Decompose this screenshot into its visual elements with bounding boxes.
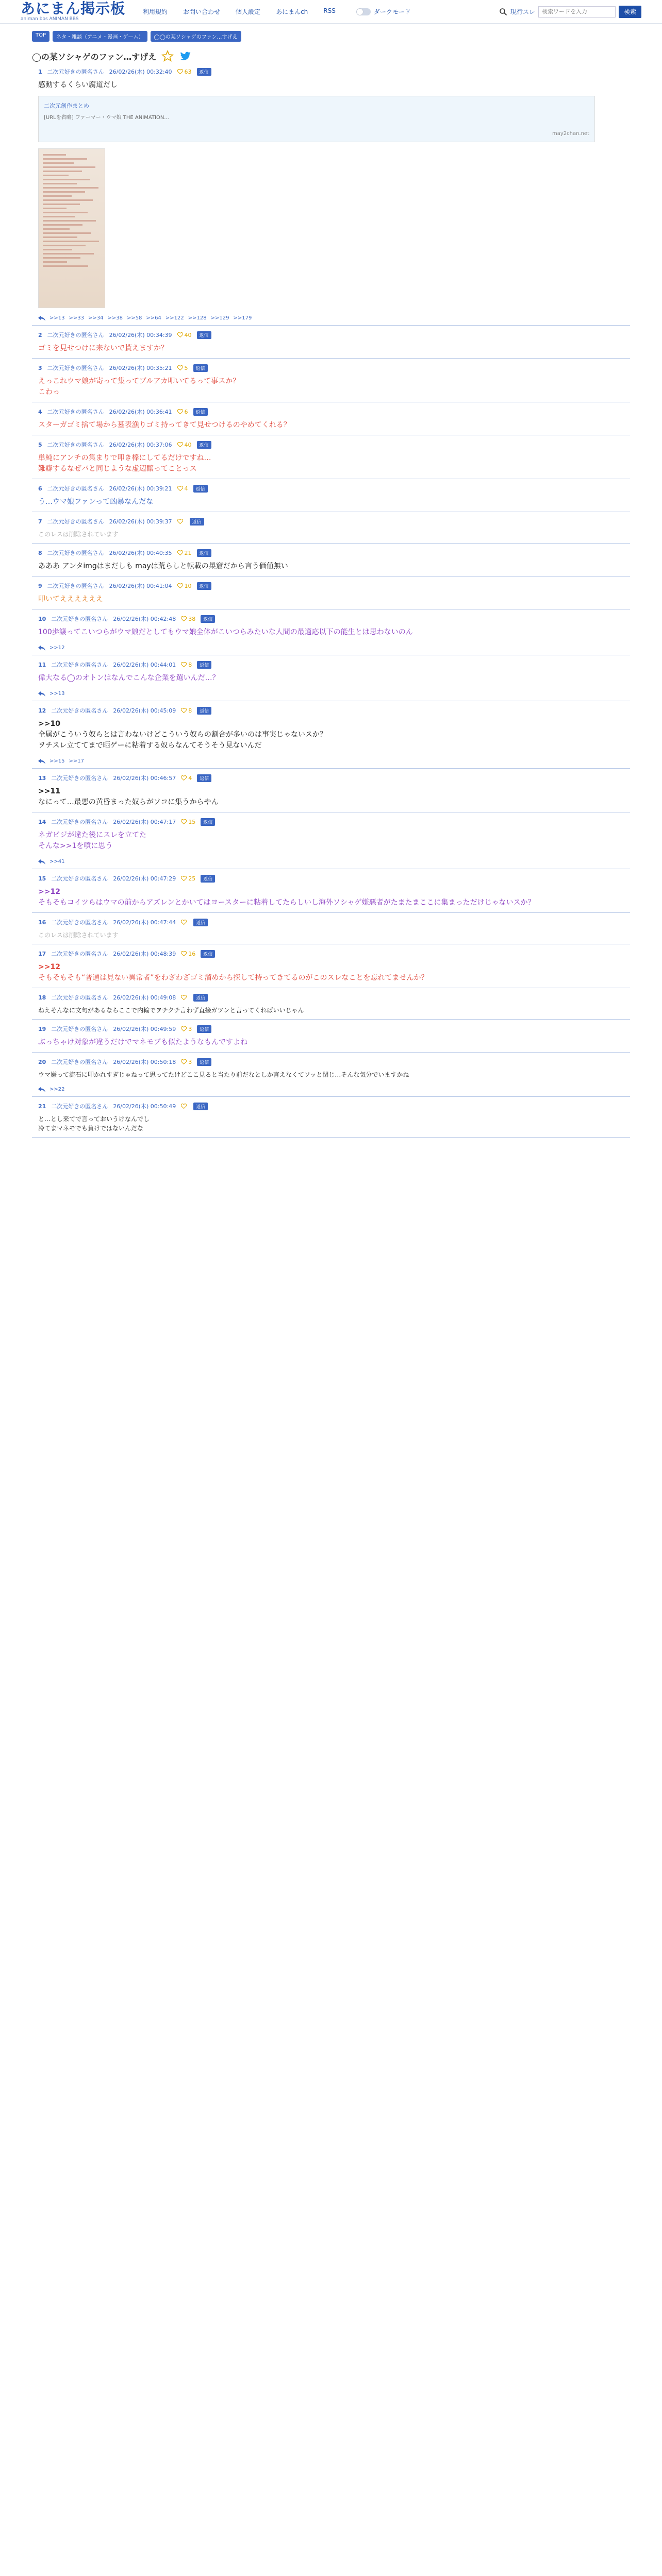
- post-item: [32, 913, 630, 944]
- reply-button[interactable]: 返信: [197, 441, 211, 449]
- post-text: なにって…最悪の黄昏まった奴らがソコに集うからやん: [38, 798, 219, 806]
- like-button[interactable]: [181, 995, 188, 1000]
- post-header: [38, 1102, 630, 1110]
- post-header: [38, 517, 630, 526]
- reply-button[interactable]: 返信: [193, 364, 208, 372]
- post-header: [38, 408, 630, 416]
- reply-arrow-icon: [38, 691, 45, 697]
- post-timestamp: 26/02/26(木) 00:35:21: [109, 365, 172, 371]
- post-number[interactable]: 21: [38, 1103, 46, 1110]
- reply-link[interactable]: >>128: [188, 315, 207, 321]
- post-timestamp: 26/02/26(木) 00:47:17: [113, 819, 176, 825]
- reply-link[interactable]: >>41: [49, 859, 65, 865]
- post-header: [38, 818, 630, 826]
- post-timestamp: 26/02/26(木) 00:36:41: [109, 409, 172, 415]
- post-body: [38, 1037, 630, 1048]
- like-count: 63: [184, 68, 192, 75]
- post-header: [38, 549, 630, 557]
- like-count: 15: [188, 818, 196, 825]
- post-body: [38, 673, 630, 684]
- post-header: [38, 1025, 630, 1033]
- post-number[interactable]: 13: [38, 774, 46, 782]
- poster-name: 二次元好きの匿名さん: [47, 485, 104, 492]
- post-item: [32, 1053, 630, 1097]
- post-item: [32, 435, 630, 479]
- nav-animanch[interactable]: あにまんch: [276, 8, 308, 15]
- reply-link[interactable]: >>38: [107, 315, 123, 321]
- search-scope-select[interactable]: 現行スレ: [510, 8, 535, 15]
- heart-icon: [181, 775, 187, 781]
- reply-button[interactable]: 返信: [197, 331, 211, 339]
- poster-name: 二次元好きの匿名さん: [47, 365, 104, 371]
- reply-links: [38, 758, 630, 764]
- attached-image-thumbnail[interactable]: [38, 148, 105, 308]
- poster-name: 二次元好きの匿名さん: [47, 69, 104, 75]
- reply-link[interactable]: >>15: [49, 758, 65, 764]
- heart-icon: [181, 662, 187, 667]
- like-count: 6: [184, 408, 188, 415]
- post-header: [38, 774, 630, 782]
- thread-container: [0, 50, 662, 1138]
- post-number[interactable]: 14: [38, 818, 46, 825]
- like-button[interactable]: [177, 485, 188, 492]
- search-button[interactable]: 検索: [619, 6, 641, 18]
- post-number[interactable]: 17: [38, 950, 46, 957]
- post-body: [38, 530, 630, 539]
- post-number[interactable]: 18: [38, 994, 46, 1001]
- heart-icon: [177, 442, 183, 447]
- post-header: [38, 950, 630, 958]
- post-item: [32, 609, 630, 655]
- heart-icon: [177, 332, 183, 337]
- poster-name: 二次元好きの匿名さん: [51, 994, 108, 1001]
- post-body: [38, 719, 630, 751]
- like-count: 4: [188, 774, 192, 782]
- reply-links: [38, 691, 630, 697]
- poster-name: 二次元好きの匿名さん: [51, 662, 108, 668]
- search-input[interactable]: [538, 6, 616, 18]
- post-body: [38, 1006, 630, 1015]
- breadcrumb: [0, 24, 662, 42]
- reply-button[interactable]: 返信: [193, 1103, 208, 1110]
- reply-button[interactable]: 返信: [197, 1025, 211, 1033]
- heart-icon: [177, 550, 183, 555]
- post-number[interactable]: 3: [38, 364, 42, 371]
- reply-button[interactable]: 返信: [201, 615, 215, 623]
- post-body: [38, 887, 630, 908]
- reply-arrow-icon: [38, 646, 45, 651]
- page-title: ◯の某ソシャゲのファン…すげえ: [32, 52, 157, 62]
- poster-name: 二次元好きの匿名さん: [47, 518, 104, 525]
- post-item: [32, 577, 630, 609]
- reply-anchor-link[interactable]: >>12: [38, 888, 60, 896]
- like-count: 3: [188, 1025, 192, 1032]
- post-number[interactable]: 6: [38, 485, 42, 492]
- post-body: [38, 830, 630, 852]
- like-button[interactable]: [181, 875, 195, 882]
- logo-text: あにまん掲示板: [21, 0, 126, 17]
- reply-link[interactable]: >>22: [49, 1087, 65, 1092]
- post-body: [38, 561, 630, 572]
- heart-icon: [177, 486, 183, 491]
- like-count: 8: [188, 707, 192, 714]
- reply-links: [38, 1087, 630, 1092]
- search-icon: [499, 8, 507, 16]
- post-body: [38, 497, 630, 507]
- like-button[interactable]: [181, 920, 188, 925]
- reply-links: [38, 315, 630, 321]
- post-timestamp: 26/02/26(木) 00:45:09: [113, 707, 176, 714]
- reply-button[interactable]: 返信: [190, 518, 204, 526]
- like-button[interactable]: [177, 365, 188, 371]
- like-button[interactable]: [177, 550, 192, 556]
- post-item: [32, 326, 630, 359]
- post-body: [38, 1114, 630, 1133]
- post-item: [32, 1020, 630, 1053]
- post-timestamp: 26/02/26(木) 00:50:49: [113, 1103, 176, 1110]
- poster-name: 二次元好きの匿名さん: [51, 707, 108, 714]
- reply-link[interactable]: >>58: [126, 315, 142, 321]
- like-button[interactable]: [181, 951, 195, 957]
- like-button[interactable]: [177, 519, 185, 524]
- post-text: あああ アンタimgはまだしも mayは荒らしと転載の巣窟だから言う価値無い: [38, 562, 288, 570]
- post-list: [32, 62, 630, 1138]
- like-count: 4: [184, 485, 188, 492]
- site-logo[interactable]: [21, 2, 125, 22]
- heart-icon: [181, 920, 187, 925]
- poster-name: 二次元好きの匿名さん: [51, 951, 108, 957]
- heart-icon: [181, 1059, 187, 1064]
- heart-icon: [181, 1104, 187, 1109]
- post-number[interactable]: 16: [38, 919, 46, 926]
- post-text: このレスは削除されています: [38, 931, 119, 939]
- reply-button[interactable]: 返信: [193, 919, 208, 926]
- poster-name: 二次元好きの匿名さん: [47, 550, 104, 556]
- post-timestamp: 26/02/26(木) 00:37:06: [109, 442, 172, 448]
- like-button[interactable]: [181, 616, 195, 622]
- post-timestamp: 26/02/26(木) 00:34:39: [109, 332, 172, 338]
- dark-mode-toggle[interactable]: [356, 7, 411, 16]
- reply-anchor-link[interactable]: >>10: [38, 720, 60, 728]
- reply-link[interactable]: >>12: [49, 645, 65, 651]
- breadcrumb-thread[interactable]: ◯◯の某ソシャゲのファン…すげえ: [151, 31, 241, 42]
- like-button[interactable]: [181, 707, 192, 714]
- post-timestamp: 26/02/26(木) 00:48:39: [113, 951, 176, 957]
- twitter-share-icon[interactable]: [179, 50, 191, 62]
- post-timestamp: 26/02/26(木) 00:42:48: [113, 616, 176, 622]
- logo-subtext: animan bbs ANIMAN BBS: [21, 16, 79, 22]
- post-number[interactable]: 5: [38, 441, 42, 448]
- reply-arrow-icon: [38, 759, 45, 764]
- reply-arrow-icon: [38, 859, 45, 865]
- post-timestamp: 26/02/26(木) 00:46:57: [113, 775, 176, 782]
- post-number[interactable]: 19: [38, 1025, 46, 1032]
- heart-icon: [181, 616, 187, 621]
- reply-button[interactable]: 返信: [197, 582, 211, 590]
- like-count: 16: [188, 950, 196, 957]
- heart-icon: [181, 708, 187, 713]
- reply-arrow-icon: [38, 1087, 45, 1092]
- reply-link[interactable]: >>17: [69, 758, 84, 764]
- like-button[interactable]: [181, 1104, 188, 1109]
- like-count: 10: [184, 582, 192, 589]
- heart-icon: [181, 819, 187, 824]
- poster-name: 二次元好きの匿名さん: [47, 583, 104, 589]
- like-button[interactable]: [181, 1059, 192, 1065]
- toggle-switch[interactable]: [356, 8, 371, 15]
- post-item: [32, 359, 630, 402]
- heart-icon: [177, 519, 183, 524]
- heart-icon: [177, 409, 183, 414]
- post-text: そもそもそも“普通は見ない異常者”をわざわざゴミ溜めから探して持ってきてるのがこのスレなことを忘れてませんか？: [38, 974, 428, 982]
- like-button[interactable]: [177, 332, 192, 338]
- post-text: そもそもコイツらはウマの前からアズレンとかいてはヨースターに粘着してたらしいし海外ソシャゲ嫌悪者がたまたまここに集まっただけじゃないスか？: [38, 899, 535, 907]
- post-timestamp: 26/02/26(木) 00:40:35: [109, 550, 172, 556]
- post-text: えっこれウマ娘が寄って集ってブルアカ叩いてるって事スか？ こわっ: [38, 377, 240, 396]
- post-number[interactable]: 4: [38, 408, 42, 415]
- post-header: [38, 874, 630, 883]
- breadcrumb-board[interactable]: ネタ・雑談（アニメ・漫画・ゲーム）: [53, 31, 147, 42]
- reply-button[interactable]: 返信: [193, 485, 208, 493]
- heart-icon: [181, 876, 187, 881]
- like-count: 25: [188, 875, 196, 882]
- post-timestamp: 26/02/26(木) 00:47:29: [113, 875, 176, 882]
- post-header: [38, 67, 630, 76]
- reply-link[interactable]: >>179: [233, 315, 252, 321]
- post-text: スターガゴミ捨て場から墓表漁りゴミ持ってきて見せつけるのやめてくれる？: [38, 421, 291, 429]
- post-item: [32, 944, 630, 988]
- post-body: [38, 627, 630, 638]
- post-number[interactable]: 15: [38, 875, 46, 882]
- heart-icon: [181, 995, 187, 1000]
- post-header: [38, 440, 630, 449]
- like-button[interactable]: [177, 409, 188, 415]
- reply-link[interactable]: >>33: [69, 315, 84, 321]
- poster-name: 二次元好きの匿名さん: [51, 919, 108, 926]
- post-item: [32, 988, 630, 1020]
- like-button[interactable]: [181, 775, 192, 782]
- post-text: と…とし来てで言っておいうけなんでし 冷てまマネモでも負けではないんだな: [38, 1115, 150, 1132]
- post-number[interactable]: 8: [38, 549, 42, 556]
- dark-mode-label: ダークモード: [373, 8, 411, 15]
- like-count: 5: [184, 364, 188, 371]
- post-number[interactable]: 20: [38, 1058, 46, 1065]
- reply-link[interactable]: >>122: [165, 315, 184, 321]
- post-text: 単純にアンチの集まりで叩き棒にしてるだけですね… 難癖するなぜバと同じような虚辺醸ってことっス: [38, 454, 211, 473]
- post-number[interactable]: 1: [38, 68, 42, 75]
- poster-name: 二次元好きの匿名さん: [51, 875, 108, 882]
- like-count: 40: [184, 331, 192, 338]
- post-item: [32, 479, 630, 512]
- reply-button[interactable]: 返信: [201, 950, 215, 958]
- like-button[interactable]: [181, 1026, 192, 1032]
- like-button[interactable]: [181, 819, 195, 825]
- post-body: [38, 80, 630, 91]
- post-number[interactable]: 7: [38, 518, 42, 525]
- reply-anchor-link[interactable]: >>11: [38, 787, 60, 795]
- heart-icon: [177, 583, 183, 588]
- like-count: 3: [188, 1058, 192, 1065]
- reply-link[interactable]: >>129: [210, 315, 229, 321]
- post-text: 100歩譲ってこいつらがウマ娘だとしてもウマ娘全体がこいつらみたいな人間の最適応以下の能生とは思わないのん: [38, 628, 413, 636]
- reply-link[interactable]: >>13: [49, 315, 65, 321]
- reply-button[interactable]: 返信: [201, 875, 215, 883]
- post-header: [38, 615, 630, 623]
- like-count: 21: [184, 549, 192, 556]
- reply-arrow-icon: [38, 316, 45, 321]
- post-text: 感動するくらい腐道だし: [38, 81, 118, 89]
- reply-button[interactable]: 返信: [197, 1058, 211, 1066]
- breadcrumb-top[interactable]: TOP: [32, 31, 49, 42]
- post-header: [38, 918, 630, 926]
- poster-name: 二次元好きの匿名さん: [51, 1026, 108, 1032]
- poster-name: 二次元好きの匿名さん: [51, 819, 108, 825]
- reply-button[interactable]: 返信: [197, 774, 211, 782]
- post-body: [38, 930, 630, 940]
- post-text: ゴミを見せつけに来ないで貰えますか？: [38, 344, 168, 352]
- post-text: 全属がこういう奴らとは言わないけどこういう奴らの割合が多いのは事実じゃないスか？ ヲチスレ立ててまで晒ゲーに粘着する奴らなんてそうそう見ないんだ: [38, 731, 327, 750]
- reply-anchor-link[interactable]: >>12: [38, 963, 60, 971]
- heart-icon: [181, 1026, 187, 1031]
- reply-links: [38, 645, 630, 651]
- post-number[interactable]: 10: [38, 615, 46, 622]
- post-item: [32, 62, 630, 326]
- post-timestamp: 26/02/26(木) 00:47:44: [113, 919, 176, 926]
- nav-contact[interactable]: お問い合わせ: [183, 8, 221, 15]
- heart-icon: [177, 365, 183, 370]
- post-text: ウマ嫌って流石に叩かれすぎじゃねって思ってたけどここ見ると当たり前だなとしか言えなくてソッと閉じ…そんな気分でいますかね: [38, 1071, 409, 1078]
- site-header: [0, 0, 662, 24]
- post-item: [32, 512, 630, 544]
- post-timestamp: 26/02/26(木) 00:32:40: [109, 69, 172, 75]
- post-header: [38, 993, 630, 1002]
- post-number[interactable]: 9: [38, 582, 42, 589]
- link-card-domain: may2chan.net: [552, 131, 589, 137]
- top-nav: [143, 7, 336, 16]
- post-item: [32, 544, 630, 577]
- poster-name: 二次元好きの匿名さん: [51, 775, 108, 782]
- post-timestamp: 26/02/26(木) 00:39:37: [109, 518, 172, 525]
- post-text: う…ウマ娘ファンって凶暴なんだな: [38, 498, 154, 506]
- post-timestamp: 26/02/26(木) 00:50:18: [113, 1059, 176, 1065]
- link-preview-card[interactable]: [38, 96, 595, 142]
- favorite-star-icon[interactable]: [161, 50, 174, 62]
- poster-name: 二次元好きの匿名さん: [51, 1059, 108, 1065]
- reply-button[interactable]: 返信: [201, 818, 215, 826]
- post-text: ネガビジが違た後にスレを立てた そんな>>1を噴に思う: [38, 831, 146, 850]
- toggle-knob: [357, 9, 363, 15]
- post-header: [38, 706, 630, 715]
- like-count: 38: [188, 615, 196, 622]
- nav-settings[interactable]: 個人設定: [236, 8, 261, 15]
- post-text: ぶっちゃけ対象が違うだけでマネモブも似たようなもんですよね: [38, 1038, 247, 1046]
- post-body: [38, 420, 630, 431]
- reply-button[interactable]: 返信: [193, 994, 208, 1002]
- post-text: ねえそんなに文句があるならここで内輪でヲチクチ言わず直接ガツンと言ってくればいいじゃん: [38, 1007, 304, 1014]
- like-count: 40: [184, 441, 192, 448]
- reply-button[interactable]: 返信: [197, 68, 211, 76]
- post-item: [32, 402, 630, 435]
- heart-icon: [181, 951, 187, 956]
- poster-name: 二次元好きの匿名さん: [51, 616, 108, 622]
- poster-name: 二次元好きの匿名さん: [47, 332, 104, 338]
- post-text: 叩いてええええええ: [38, 595, 103, 603]
- post-number[interactable]: 11: [38, 661, 46, 668]
- reply-links: [38, 859, 630, 865]
- post-header: [38, 364, 630, 372]
- heart-icon: [177, 69, 183, 74]
- like-count: 8: [188, 661, 192, 668]
- post-text: 偉大なる◯のオトンはなんでこんな企業を選いんだ…？: [38, 674, 220, 682]
- reply-link[interactable]: >>34: [88, 315, 104, 321]
- post-item: [32, 1097, 630, 1138]
- post-header: [38, 484, 630, 493]
- search-bar: [499, 6, 641, 18]
- like-button[interactable]: [177, 583, 192, 589]
- poster-name: 二次元好きの匿名さん: [51, 1103, 108, 1110]
- nav-rss[interactable]: RSS: [323, 7, 336, 14]
- reply-link[interactable]: >>13: [49, 691, 65, 697]
- link-card-url: [URLを省略] ファーマー・ウマ娘 THE ANIMATION...: [44, 115, 169, 121]
- poster-name: 二次元好きの匿名さん: [47, 409, 104, 415]
- post-timestamp: 26/02/26(木) 00:49:08: [113, 994, 176, 1001]
- post-body: [38, 594, 630, 605]
- link-card-title: 二次元創作まとめ: [44, 103, 89, 109]
- post-number[interactable]: 12: [38, 707, 46, 714]
- post-timestamp: 26/02/26(木) 00:41:04: [109, 583, 172, 589]
- reply-button[interactable]: 返信: [197, 707, 211, 715]
- post-header: [38, 1058, 630, 1066]
- poster-name: 二次元好きの匿名さん: [47, 442, 104, 448]
- post-body: [38, 453, 630, 474]
- post-body: [38, 343, 630, 354]
- post-item: [32, 655, 630, 701]
- post-text: このレスは削除されています: [38, 531, 119, 538]
- post-number[interactable]: 2: [38, 331, 42, 338]
- post-timestamp: 26/02/26(木) 00:39:21: [109, 485, 172, 492]
- post-body: [38, 786, 630, 808]
- like-button[interactable]: [177, 442, 192, 448]
- like-button[interactable]: [181, 662, 192, 668]
- post-timestamp: 26/02/26(木) 00:44:01: [113, 662, 176, 668]
- post-body: [38, 962, 630, 984]
- post-timestamp: 26/02/26(木) 00:49:59: [113, 1026, 176, 1032]
- thread-title-row: [32, 50, 630, 62]
- post-header: [38, 582, 630, 590]
- post-body: [38, 376, 630, 398]
- nav-terms[interactable]: 利用規約: [143, 8, 168, 15]
- reply-link[interactable]: >>64: [146, 315, 161, 321]
- reply-button[interactable]: 返信: [197, 549, 211, 557]
- reply-button[interactable]: 返信: [197, 661, 211, 669]
- post-body: [38, 1070, 630, 1079]
- post-item: [32, 869, 630, 913]
- post-item: [32, 812, 630, 869]
- reply-button[interactable]: 返信: [193, 408, 208, 416]
- post-header: [38, 660, 630, 669]
- post-header: [38, 331, 630, 339]
- like-button[interactable]: [177, 69, 192, 75]
- post-item: [32, 769, 630, 812]
- post-item: [32, 701, 630, 769]
